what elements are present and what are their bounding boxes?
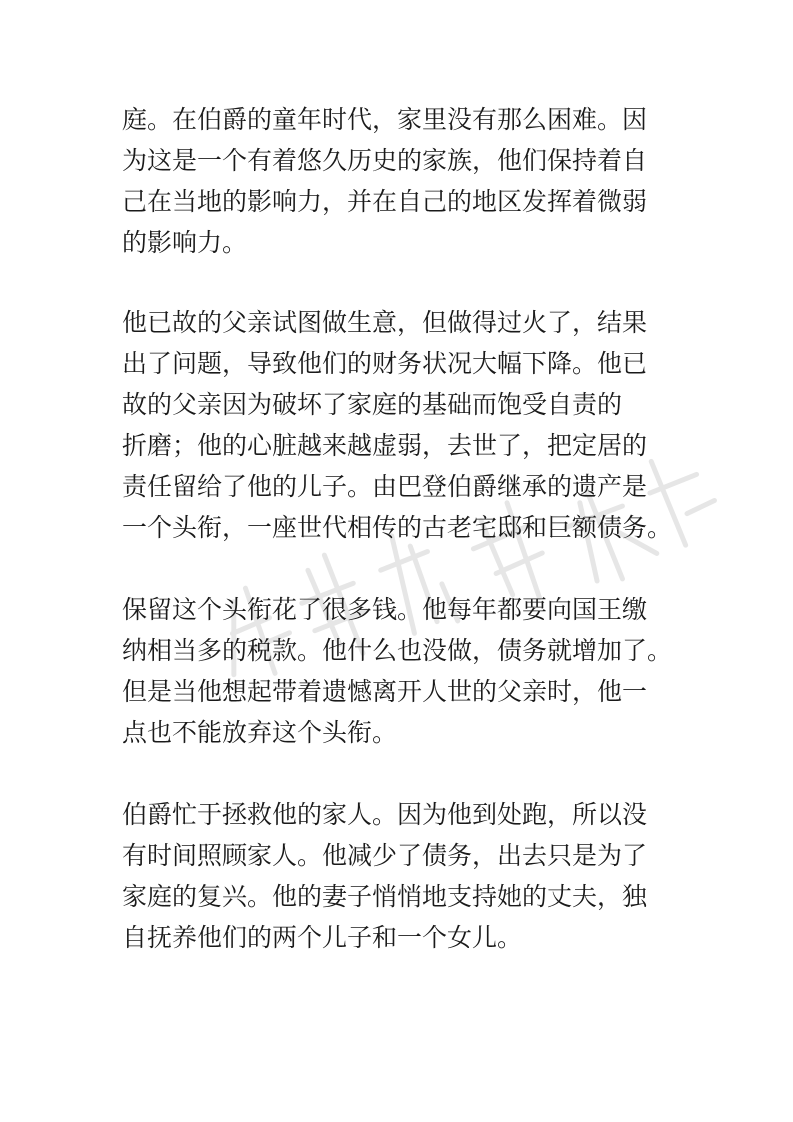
text-line: 一个头衔，一座世代相传的古老宅邸和巨额债务。 — [122, 513, 673, 542]
text-line: 保留这个头衔花了很多钱。他每年都要向国王缴 — [122, 595, 648, 624]
text-line: 己在当地的影响力，并在自己的地区发挥着微弱 — [122, 187, 648, 216]
text-line: 点也不能放弃这个头衔。 — [122, 718, 398, 747]
text-line: 他已故的父亲试图做生意，但做得过火了，结果 — [122, 308, 648, 337]
paragraph-3 — [122, 589, 702, 753]
text-line: 但是当他想起带着遗憾离开人世的父亲时，他一 — [122, 677, 648, 706]
text-line: 自抚养他们的两个儿子和一个女儿。 — [122, 923, 523, 952]
text-line: 家庭的复兴。他的妻子悄悄地支持她的丈夫，独 — [122, 882, 648, 911]
text-line: 为这是一个有着悠久历史的家族，他们保持着自 — [122, 146, 648, 175]
paragraph-2 — [122, 302, 702, 548]
text-line: 故的父亲因为破坏了家庭的基础而饱受自责的 — [122, 390, 623, 419]
paragraph-1 — [122, 99, 702, 263]
paragraph-4 — [122, 794, 702, 958]
text-line: 有时间照顾家人。他减少了债务，出去只是为了 — [122, 841, 648, 870]
text-line: 出了问题，导致他们的财务状况大幅下降。他已 — [122, 349, 648, 378]
text-line: 庭。在伯爵的童年时代，家里没有那么困难。因 — [122, 105, 648, 134]
text-line: 的影响力。 — [122, 228, 248, 257]
text-line: 纳相当多的税款。他什么也没做，债务就增加了。 — [122, 636, 673, 665]
text-line: 伯爵忙于拯救他的家人。因为他到处跑，所以没 — [122, 800, 648, 829]
text-line: 责任留给了他的儿子。由巴登伯爵继承的遗产是 — [122, 472, 648, 501]
text-line: 折磨；他的心脏越来越虚弱，去世了，把定居的 — [122, 431, 648, 460]
